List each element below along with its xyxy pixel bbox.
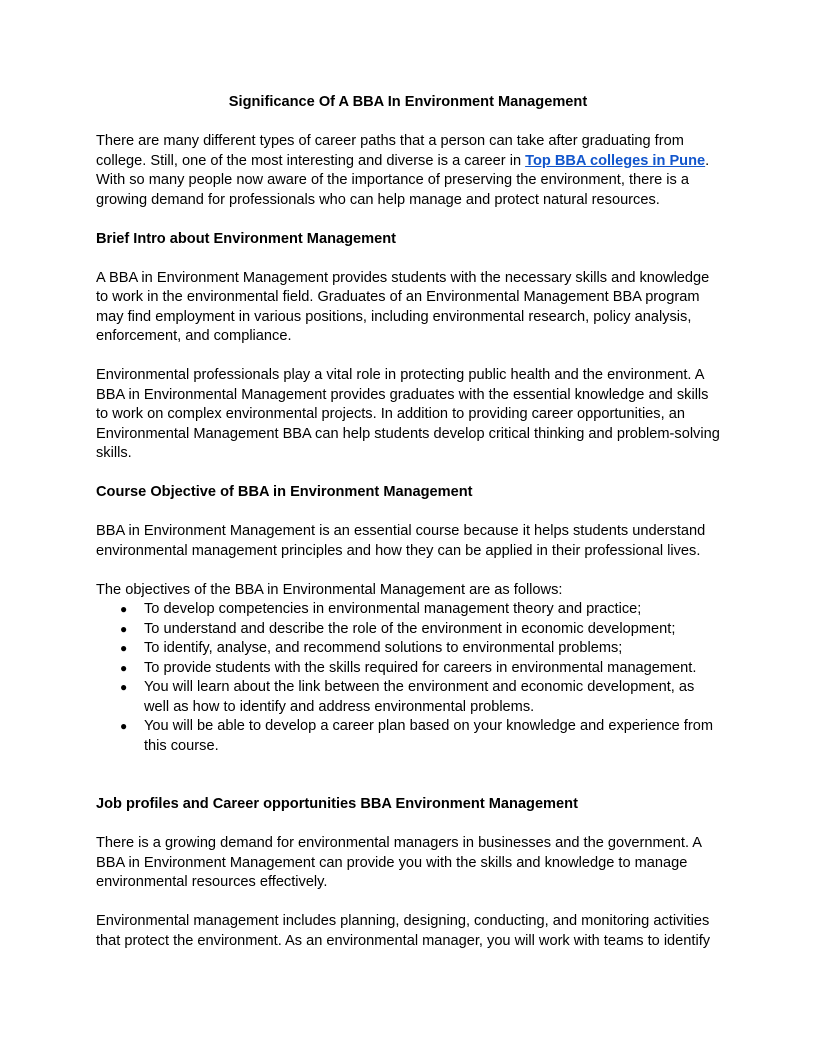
bullet-icon: ● [120, 719, 128, 733]
list-item [96, 717, 720, 756]
section3-paragraph-1: There is a growing demand for environmental managers in businesses and the government. A BBA in Environment Management can provide you with the skills and knowledge to manage environmental resources effectively. [96, 835, 702, 890]
intro-text-after-link: . With so many people now aware of the importance of preserving the environment, there is a growing demand for professionals who can help manage and protect natural resources. [96, 152, 710, 208]
bullet-icon: ● [120, 621, 128, 636]
list-item-text: You will be able to develop a career plan based on your knowledge and experience from this course. [144, 718, 713, 754]
list-item [96, 620, 720, 640]
bullet-icon: ● [120, 602, 128, 616]
list-item-text: To provide students with the skills required for careers in environmental management. [144, 659, 697, 676]
section-heading-course-objective: Course Objective of BBA in Environment Management [96, 484, 473, 500]
section1-paragraph-2: Environmental professionals play a vital role in protecting public health and the environment. A BBA in Environmental Management provides graduates with the essential knowledge and skills to work on complex environmental projects. In addition to providing career opportunities, an Environmental Management BBA can help students develop critical thinking and problem-solving skills. [96, 367, 720, 461]
top-bba-colleges-link[interactable]: Top BBA colleges in Pune [525, 152, 706, 169]
spacer [96, 756, 720, 795]
section2-paragraph: BBA in Environment Management is an essential course because it helps students understand environmental management principles and how they can be applied in their professional lives. [96, 523, 706, 559]
section-heading-job-profiles: Job profiles and Career opportunities BBA Environment Management [96, 796, 578, 812]
intro-text-before-link: There are many different types of career paths that a person can take after graduating from college. Still, one of the most interesting and diverse is a career in [96, 133, 684, 169]
list-item-text: You will learn about the link between the environment and economic development, as well as how to identify and address environmental problems. [144, 679, 695, 715]
objectives-intro: The objectives of the BBA in Environmental Management are as follows: [96, 581, 563, 598]
objectives-list [96, 600, 720, 756]
list-item [96, 600, 720, 620]
list-item-text: To develop competencies in environmental management theory and practice; [144, 601, 642, 617]
section1-paragraph-1: A BBA in Environment Management provides students with the necessary skills and knowledge to work in the environmental field. Graduates of an Environmental Management BBA program may find employment in various positions, including environmental research, policy analysis, enforcement, and compliance. [96, 269, 710, 344]
bullet-icon: ● [120, 660, 128, 675]
section-heading-intro: Brief Intro about Environment Management [96, 230, 397, 247]
bullet-icon: ● [120, 680, 128, 694]
document-title: Significance Of A BBA In Environment Management [228, 94, 588, 110]
list-item [96, 678, 720, 717]
document-page [96, 93, 720, 971]
list-item [96, 659, 720, 679]
section3-paragraph-2: Environmental management includes planning, designing, conducting, and monitoring activities that protect the environment. As an environmental manager, you will work with teams to identify [96, 913, 711, 949]
intro-paragraph [96, 132, 720, 210]
list-item-text: To understand and describe the role of the environment in economic development; [144, 620, 676, 637]
list-item-text: To identify, analyse, and recommend solutions to environmental problems; [144, 640, 623, 656]
list-item [96, 639, 720, 659]
bullet-icon: ● [120, 641, 128, 655]
